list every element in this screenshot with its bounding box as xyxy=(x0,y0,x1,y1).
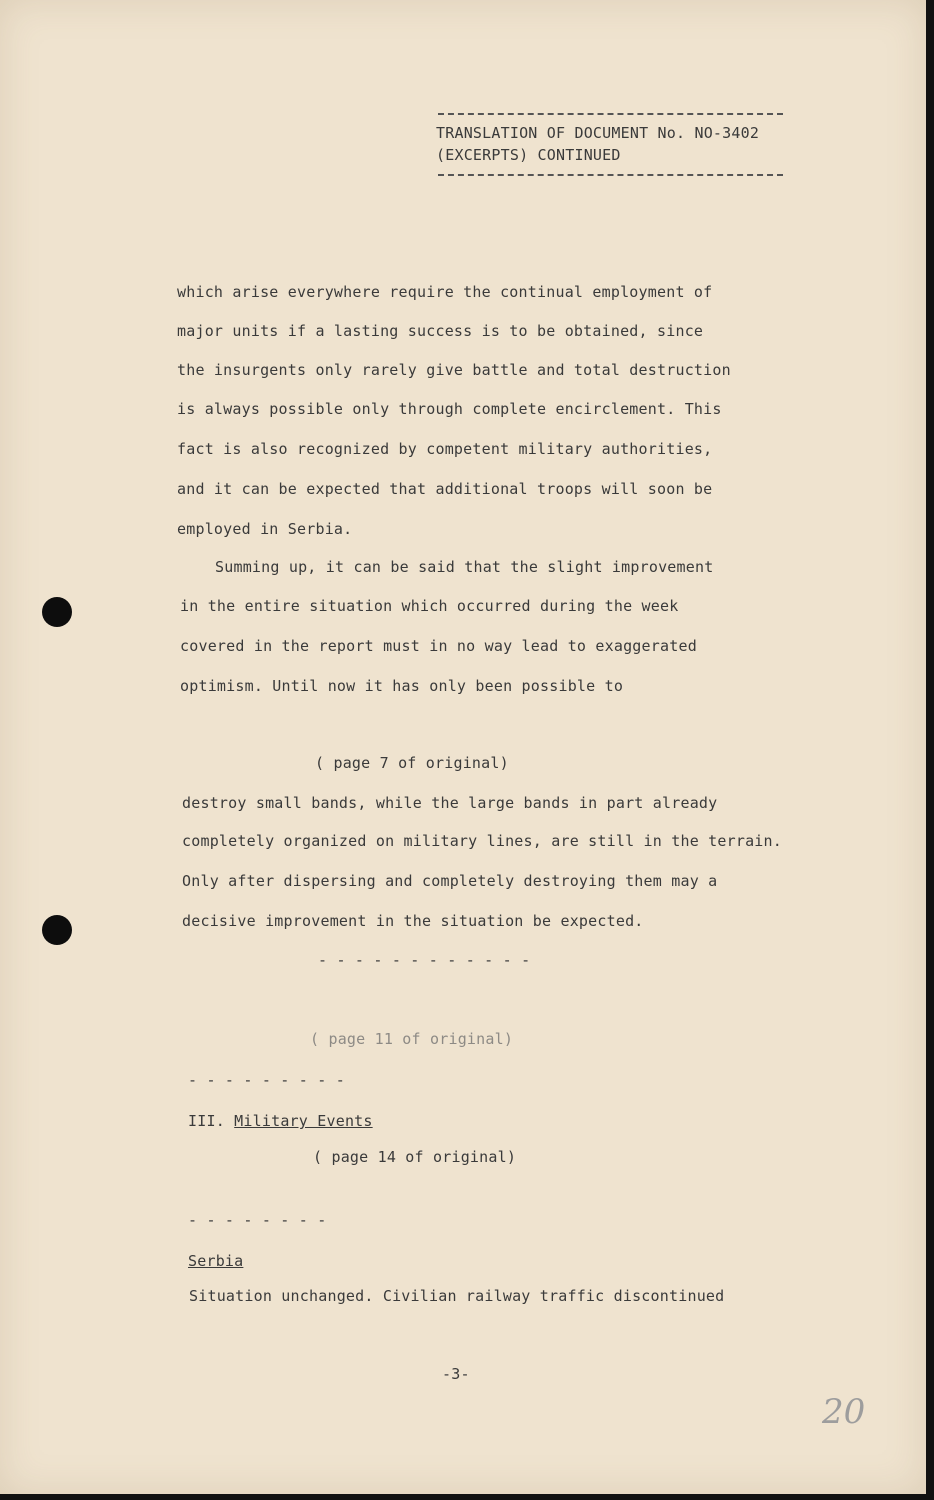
dash-separator: - - - - - - - - - xyxy=(188,1071,345,1089)
body-line: major units if a lasting success is to be obtained, since xyxy=(177,322,704,340)
body-line: the insurgents only rarely give battle and total destruction xyxy=(177,361,731,379)
page-marker-14: ( page 14 of original) xyxy=(313,1148,517,1166)
body-line: covered in the report must in no way lead to exaggerated xyxy=(180,637,697,655)
body-line: fact is also recognized by competent military authorities, xyxy=(177,440,713,458)
body-line: is always possible only through complete encirclement. This xyxy=(177,400,722,418)
body-line: completely organized on military lines, are still in the terrain. xyxy=(182,832,782,850)
dash-separator: - - - - - - - - - - - - xyxy=(318,951,531,969)
header-line-2: (EXCERPTS) CONTINUED xyxy=(436,146,621,164)
body-line: decisive improvement in the situation be expected. xyxy=(182,912,644,930)
body-line: and it can be expected that additional troops will soon be xyxy=(177,480,713,498)
body-line: which arise everywhere require the continual employment of xyxy=(177,283,713,301)
page-marker-11: ( page 11 of original) xyxy=(310,1030,514,1048)
body-line: Situation unchanged. Civilian railway traffic discontinued xyxy=(189,1287,725,1305)
body-line: Only after dispersing and completely destroying them may a xyxy=(182,872,718,890)
dash-separator: - - - - - - - - xyxy=(188,1211,327,1229)
body-line: Summing up, it can be said that the slight improvement xyxy=(215,558,714,576)
body-line: employed in Serbia. xyxy=(177,520,353,538)
page-number: -3- xyxy=(442,1365,470,1383)
punch-hole xyxy=(42,597,72,627)
header-line-1: TRANSLATION OF DOCUMENT No. NO-3402 xyxy=(436,124,760,142)
punch-hole xyxy=(42,915,72,945)
body-line: optimism. Until now it has only been possible to xyxy=(180,677,624,695)
page-marker-7: ( page 7 of original) xyxy=(315,754,509,772)
subheading-serbia: Serbia xyxy=(188,1252,244,1270)
body-line: in the entire situation which occurred during the week xyxy=(180,597,679,615)
handwritten-folio-number: 20 xyxy=(822,1392,866,1432)
header-rule-bottom xyxy=(438,174,783,176)
section-heading xyxy=(188,1112,373,1130)
header-rule-top xyxy=(438,113,783,115)
section-number: III. xyxy=(188,1112,225,1130)
body-line: destroy small bands, while the large bands in part already xyxy=(182,794,718,812)
section-title: Military Events xyxy=(234,1112,373,1130)
